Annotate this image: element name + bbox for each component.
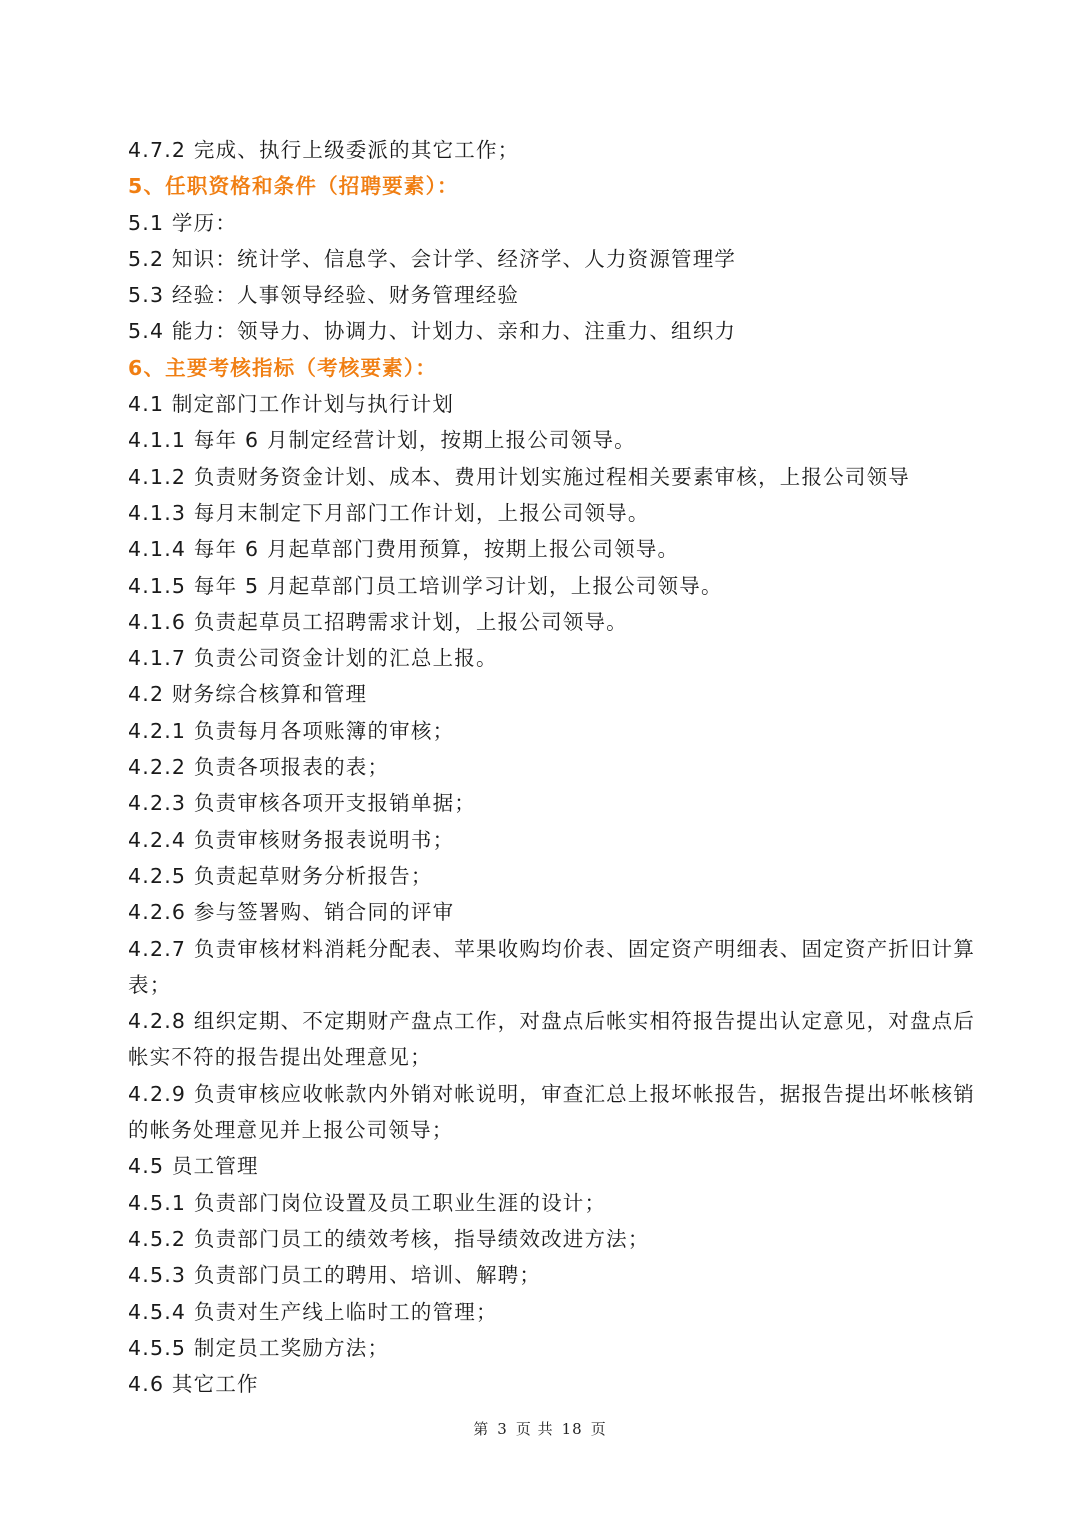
text-line: 4.7.2 完成、执行上级委派的其它工作； [128, 138, 520, 162]
text-line: 4.5.1 负责部门岗位设置及员工职业生涯的设计； [128, 1190, 607, 1215]
page-footer [0, 1418, 1080, 1439]
text-line: 4.2.8 组织定期、不定期财产盘点工作，对盘点后帐实相符报告提出认定意见，对盘点后帐实不符的报告提出处理意见； [128, 1009, 976, 1070]
text-line: 4.2.5 负责起草财务分析报告； [128, 863, 433, 888]
footer-suffix: 页 [590, 1420, 607, 1438]
text-line: 4.1.4 每年 6 月起草部门费用预算，按期上报公司领导。 [128, 537, 680, 562]
text-line: 4.2.9 负责审核应收帐款内外销对帐说明，审查汇总上报坏帐报告，据报告提出坏帐核销的帐务处理意见并上报公司领导； [128, 1081, 976, 1143]
footer-prefix: 第 [473, 1420, 490, 1438]
text-line: 4.1.6 负责起草员工招聘需求计划，上报公司领导。 [128, 609, 628, 634]
text-line: 4.1.5 每年 5 月起草部门员工培训学习计划，上报公司领导。 [128, 573, 723, 598]
text-line: 4.1.2 负责财务资金计划、成本、费用计划实施过程相关要素审核，上报公司领导 [128, 464, 910, 489]
text-line: 4.5.5 制定员工奖励方法； [128, 1335, 390, 1360]
footer-total-pages: 18 [561, 1420, 583, 1438]
text-line: 5.2 知识：统计学、信息学、会计学、经济学、人力资源管理学 [128, 246, 737, 271]
footer-middle: 页 共 [515, 1420, 554, 1438]
footer-page-number: 3 [497, 1420, 508, 1438]
page-body [128, 132, 980, 1402]
text-line: 5.4 能力：领导力、协调力、计划力、亲和力、注重力、组织力 [128, 319, 737, 344]
text-line: 4.5.2 负责部门员工的绩效考核，指导绩效改进方法； [128, 1226, 650, 1251]
section-heading: 6、主要考核指标（考核要素）： [128, 355, 438, 380]
text-line: 4.1.7 负责公司资金计划的汇总上报。 [128, 646, 498, 671]
text-line: 4.1 制定部门工作计划与执行计划 [128, 392, 455, 417]
text-line: 4.2.2 负责各项报表的表； [128, 755, 390, 780]
text-line: 4.2 财务综合核算和管理 [128, 682, 368, 707]
text-line: 4.2.4 负责审核财务报表说明书； [128, 827, 455, 852]
text-line: 5.3 经验：人事领导经验、财务管理经验 [128, 283, 520, 308]
section-heading: 5、任职资格和条件（招聘要素）： [128, 174, 459, 199]
text-line: 4.2.6 参与签署购、销合同的评审 [128, 900, 455, 925]
text-line: 4.2.3 负责审核各项开支报销单据； [128, 791, 476, 816]
text-line: 4.2.1 负责每月各项账簿的审核； [128, 718, 455, 743]
text-line: 4.5.3 负责部门员工的聘用、培训、解聘； [128, 1263, 542, 1288]
text-line: 5.1 学历： [128, 210, 238, 235]
text-line: 4.1.3 每月末制定下月部门工作计划，上报公司领导。 [128, 500, 650, 525]
text-line: 4.5.4 负责对生产线上临时工的管理； [128, 1299, 498, 1324]
text-line: 4.1.1 每年 6 月制定经营计划，按期上报公司领导。 [128, 428, 636, 453]
text-line: 4.5 员工管理 [128, 1154, 259, 1179]
text-line: 4.2.7 负责审核材料消耗分配表、苹果收购均价表、固定资产明细表、固定资产折旧计算表； [128, 936, 976, 997]
text-line: 4.6 其它工作 [128, 1372, 259, 1397]
